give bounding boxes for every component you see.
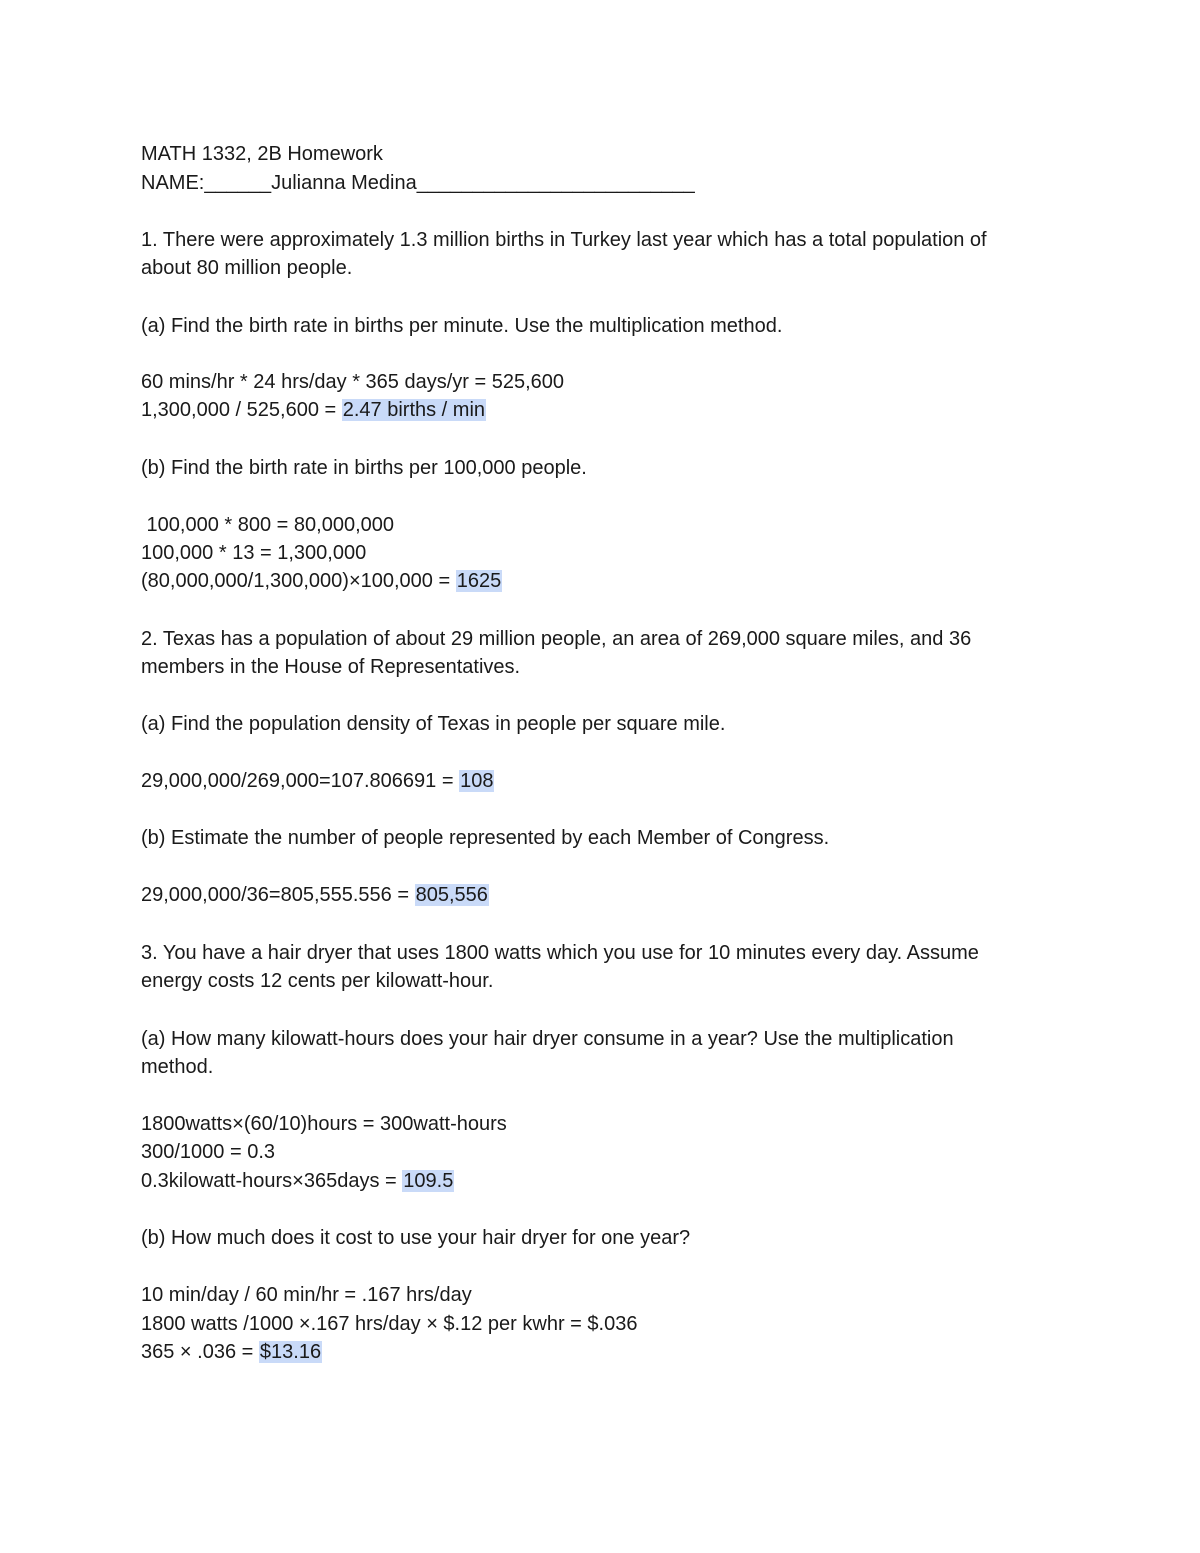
q3b-work-line2: 1800 watts /1000 ×.167 hrs/day × $.12 per kwhr = $.036 bbox=[141, 1313, 638, 1335]
q3a-answer-highlight: 109.5 bbox=[403, 1170, 454, 1192]
q1a-answer-highlight: 2.47 births / min bbox=[342, 399, 486, 421]
q2a-work-line1 bbox=[141, 768, 494, 794]
q1a-work-text: 1,300,000 / 525,600 = bbox=[141, 399, 342, 421]
q1-prompt-line2: about 80 million people. bbox=[141, 257, 353, 279]
q2-prompt-line2: members in the House of Representatives. bbox=[141, 656, 521, 678]
q3b-answer-highlight: $13.16 bbox=[259, 1341, 322, 1363]
q3a-work-line1: 1800watts×(60/10)hours = 300watt-hours bbox=[141, 1113, 507, 1135]
q3-prompt-line1: 3. You have a hair dryer that uses 1800 watts which you use for 10 minutes every day. Assume bbox=[141, 942, 979, 964]
q1b-work-line3 bbox=[141, 568, 502, 594]
q3a-question-line1: (a) How many kilowatt-hours does your hair dryer consume in a year? Use the multiplication bbox=[141, 1028, 954, 1050]
q1-prompt-line1: 1. There were approximately 1.3 million births in Turkey last year which has a total population of bbox=[141, 229, 987, 251]
document-title: MATH 1332, 2B Homework bbox=[141, 143, 383, 165]
q1a-work-line1: 60 mins/hr * 24 hrs/day * 365 days/yr = 525,600 bbox=[141, 371, 565, 393]
q2a-question: (a) Find the population density of Texas in people per square mile. bbox=[141, 713, 726, 735]
q1b-work-line2: 100,000 * 13 = 1,300,000 bbox=[141, 542, 367, 564]
q1a-work-line2 bbox=[141, 397, 486, 423]
q3a-question-line2: method. bbox=[141, 1056, 214, 1078]
q3b-work-line3 bbox=[141, 1339, 322, 1365]
q3-prompt-line2: energy costs 12 cents per kilowatt-hour. bbox=[141, 970, 494, 992]
q2a-work-text: 29,000,000/269,000=107.806691 = bbox=[141, 770, 460, 792]
q3a-work-line3 bbox=[141, 1168, 454, 1194]
q3b-work-line1: 10 min/day / 60 min/hr = .167 hrs/day bbox=[141, 1284, 472, 1306]
q3b-work-text: 365 × .036 = bbox=[141, 1341, 259, 1363]
q2-prompt-line1: 2. Texas has a population of about 29 million people, an area of 269,000 square miles, and 36 bbox=[141, 628, 972, 650]
q2b-work-text: 29,000,000/36=805,555.556 = bbox=[141, 884, 415, 906]
student-name-line: NAME:______Julianna Medina_________________________ bbox=[141, 172, 695, 194]
q1a-question: (a) Find the birth rate in births per minute. Use the multiplication method. bbox=[141, 315, 783, 337]
q3a-work-line2: 300/1000 = 0.3 bbox=[141, 1141, 276, 1163]
q1b-answer-highlight: 1625 bbox=[456, 570, 502, 592]
q1b-work-text: (80,000,000/1,300,000)×100,000 = bbox=[141, 570, 456, 592]
q3b-question: (b) How much does it cost to use your hair dryer for one year? bbox=[141, 1227, 691, 1249]
q2b-question: (b) Estimate the number of people represented by each Member of Congress. bbox=[141, 827, 830, 849]
q1b-question: (b) Find the birth rate in births per 100,000 people. bbox=[141, 457, 587, 479]
q2a-answer-highlight: 108 bbox=[460, 770, 494, 792]
q3a-work-text: 0.3kilowatt-hours×365days = bbox=[141, 1170, 403, 1192]
q1b-work-line1: 100,000 * 800 = 80,000,000 bbox=[141, 514, 395, 536]
q2b-answer-highlight: 805,556 bbox=[415, 884, 488, 906]
q2b-work-line1 bbox=[141, 882, 489, 908]
